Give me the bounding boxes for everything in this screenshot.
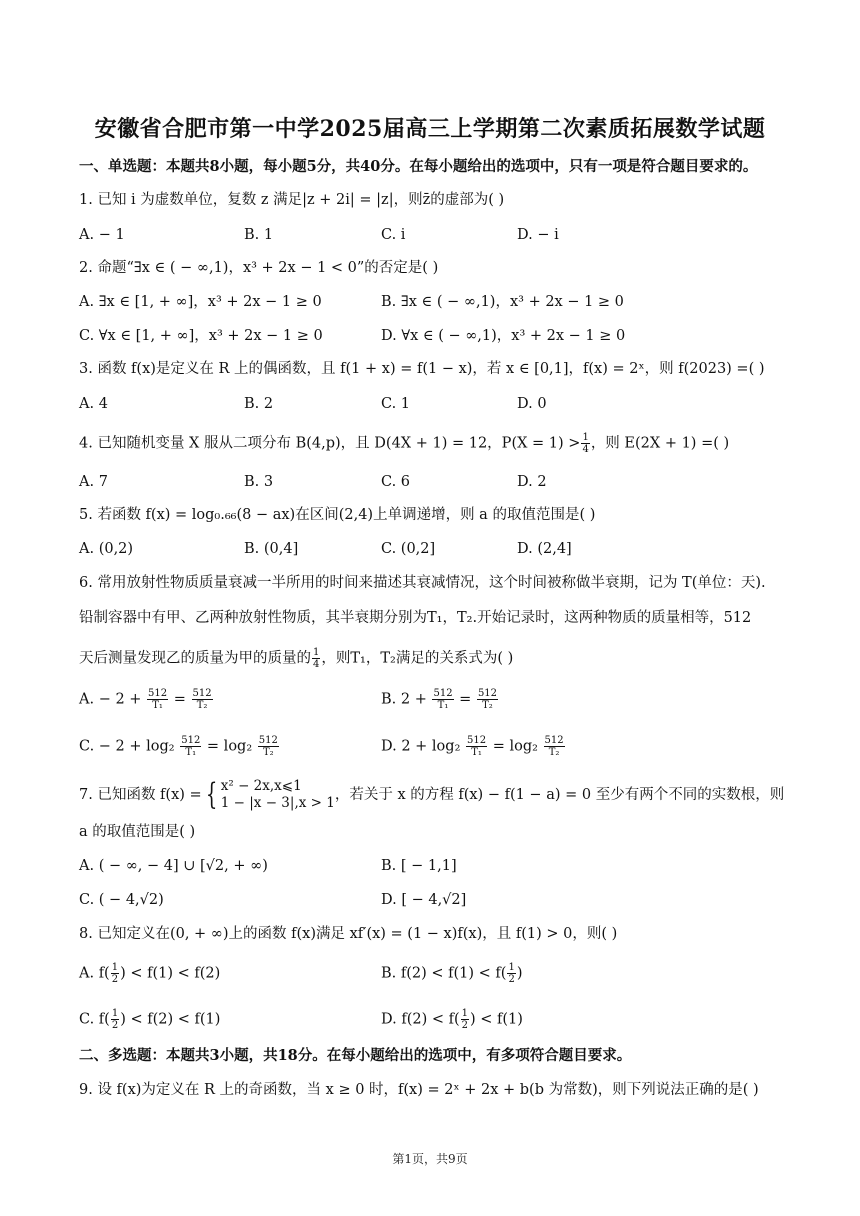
q6-option-a-prefix: A. − 2 + xyxy=(79,691,142,708)
q8-stem: 8. 已知定义在(0, + ∞)上的函数 f(x)满足 xf′(x) = (1 − x)f(x)，且 f(1) > 0，则( ) xyxy=(79,926,618,942)
q4-stem xyxy=(79,432,729,455)
q6-fraction-numerator: 1 xyxy=(313,647,320,658)
q6-option-a-frac2 xyxy=(192,688,213,711)
frac-denominator: T₁ xyxy=(185,747,197,758)
frac-numerator: 512 xyxy=(181,735,201,746)
q6-option-a xyxy=(79,688,214,711)
q3-option-b: B. 2 xyxy=(244,396,274,412)
frac-numerator: 1 xyxy=(461,1008,468,1019)
q7-piecewise-cases xyxy=(221,778,335,812)
frac-denominator: 2 xyxy=(111,974,119,985)
q2-stem: 2. 命题“∃x ∈ ( − ∞,1)，x³ + 2x − 1 < 0”的否定是( ) xyxy=(79,260,439,276)
frac-numerator: 512 xyxy=(148,688,168,699)
half-fraction xyxy=(111,962,119,985)
frac-numerator: 1 xyxy=(508,962,515,973)
frac-denominator: 2 xyxy=(508,974,515,985)
q3-option-d: D. 0 xyxy=(517,396,547,412)
equals-log-sign: = log₂ xyxy=(492,738,538,755)
q4-stem-part-a: 4. 已知随机变量 X 服从二项分布 B(4,p)，且 D(4X + 1) = 12，P(X = 1) > xyxy=(79,435,581,452)
frac-numerator: 512 xyxy=(258,735,278,746)
q7-case2: 1 − |x − 3|,x > 1 xyxy=(220,795,335,811)
q1-option-c: C. i xyxy=(381,227,406,243)
frac-numerator: 512 xyxy=(467,735,487,746)
q7-option-d: D. [ − 4,√2] xyxy=(381,892,467,908)
frac-numerator: 1 xyxy=(111,962,119,973)
q6-option-d-frac2 xyxy=(544,735,565,758)
q1-option-a: A. − 1 xyxy=(79,227,125,243)
frac-numerator: 512 xyxy=(192,688,212,699)
frac-numerator: 1 xyxy=(111,1008,119,1019)
q6-option-b xyxy=(381,688,499,711)
frac-denominator: 2 xyxy=(461,1020,468,1031)
q8-option-d xyxy=(381,1008,523,1031)
q5-option-b: B. (0,4] xyxy=(244,541,299,557)
equals-sign: = xyxy=(173,691,186,708)
half-fraction xyxy=(507,962,515,985)
exam-title: 安徽省合肥市第一中学2025届高三上学期第二次素质拓展数学试题 xyxy=(94,116,766,142)
q3-stem: 3. 函数 f(x)是定义在 R 上的偶函数，且 f(1 + x) = f(1 − x)，若 x ∈ [0,1]，f(x) = 2ˣ，则 f(2023) =( ) xyxy=(79,361,765,377)
q6-option-c-frac2 xyxy=(258,735,279,758)
q8-option-c xyxy=(79,1008,220,1031)
q7-option-c: C. ( − 4,√2) xyxy=(79,892,164,908)
q8-option-b-part-a: B. f(2) < f(1) < f( xyxy=(381,965,507,982)
q6-option-d-prefix: D. 2 + log₂ xyxy=(381,738,461,755)
q6-option-d xyxy=(381,735,566,758)
q1-option-d: D. − i xyxy=(517,227,559,243)
q4-option-a: A. 7 xyxy=(79,474,108,490)
q2-option-a: A. ∃x ∈ [1, + ∞]，x³ + 2x − 1 ≥ 0 xyxy=(79,294,322,310)
q6-option-c xyxy=(79,735,280,758)
q6-option-d-frac1 xyxy=(466,735,487,758)
frac-numerator: 512 xyxy=(477,688,498,699)
frac-denominator: T₁ xyxy=(152,700,163,711)
section-single-choice-header: 一、单选题：本题共8小题，每小题5分，共40分。在每小题给出的选项中，只有一项是符合题目要求的。 xyxy=(79,158,758,175)
q8-option-c-part-a: C. f( xyxy=(79,1011,110,1028)
q4-fraction-denominator: 4 xyxy=(582,444,589,455)
q4-option-d: D. 2 xyxy=(517,474,547,490)
q1-option-b: B. 1 xyxy=(244,227,274,243)
q8-option-b-part-b: ) xyxy=(516,965,523,982)
q5-option-a: A. (0,2) xyxy=(79,541,134,557)
q6-stem-line1: 6. 常用放射性物质质量衰减一半所用的时间来描述其衰减情况，这个时间被称做半衰期，记为 T(单位：天). xyxy=(79,575,766,591)
q6-fraction xyxy=(312,647,320,670)
equals-log-sign: = log₂ xyxy=(206,738,253,755)
page-footer: 第1页，共9页 xyxy=(392,1152,468,1166)
frac-denominator: T₁ xyxy=(437,700,449,711)
q8-option-a-part-a: A. f( xyxy=(79,965,110,982)
q4-fraction-numerator: 1 xyxy=(582,432,589,443)
q7-stem-line2: a 的取值范围是( ) xyxy=(79,824,196,840)
q8-option-b xyxy=(381,962,523,985)
frac-denominator: T₂ xyxy=(196,700,208,711)
q6-option-a-frac1 xyxy=(147,688,168,711)
q2-option-d: D. ∀x ∈ ( − ∞,1)，x³ + 2x − 1 ≥ 0 xyxy=(381,328,626,344)
q4-option-b: B. 3 xyxy=(244,474,274,490)
frac-numerator: 512 xyxy=(433,688,453,699)
frac-denominator: T₂ xyxy=(482,700,493,711)
q7-option-a: A. ( − ∞, − 4] ∪ [√2, + ∞) xyxy=(79,858,268,874)
q7-stem-part-b: ，若关于 x 的方程 f(x) − f(1 − a) = 0 至少有两个不同的实数根，则 xyxy=(334,787,785,803)
section-multi-choice-header: 二、多选题：本题共3小题，共18分。在每小题给出的选项中，有多项符合题目要求。 xyxy=(79,1047,632,1064)
q8-option-d-part-a: D. f(2) < f( xyxy=(381,1011,460,1028)
q6-option-b-frac2 xyxy=(477,688,498,711)
q7-stem-part-a: 7. 已知函数 f(x) = xyxy=(79,787,202,803)
q5-option-d: D. (2,4] xyxy=(517,541,572,557)
q6-line3-part-a: 天后测量发现乙的质量为甲的质量的 xyxy=(79,650,311,667)
q6-option-b-prefix: B. 2 + xyxy=(381,691,427,708)
q6-line3-part-b: ，则T₁，T₂满足的关系式为( ) xyxy=(321,650,514,667)
q5-option-c: C. (0,2] xyxy=(381,541,436,557)
q2-option-b: B. ∃x ∈ ( − ∞,1)，x³ + 2x − 1 ≥ 0 xyxy=(381,294,624,310)
equals-sign: = xyxy=(459,691,472,708)
half-fraction xyxy=(111,1008,119,1031)
q5-stem: 5. 若函数 f(x) = log₀.₆₆(8 − ax)在区间(2,4)上单调递增，则 a 的取值范围是( ) xyxy=(79,507,596,523)
q7-option-b: B. [ − 1,1] xyxy=(381,858,457,874)
q8-option-d-part-b: ) < f(1) xyxy=(470,1011,523,1028)
q3-option-a: A. 4 xyxy=(79,396,108,412)
q7-case1: x² − 2x,x⩽1 xyxy=(220,778,302,794)
q1-stem: 1. 已知 i 为虚数单位，复数 z 满足|z + 2i| = |z|，则z̄的虚部为( ) xyxy=(79,192,505,208)
q8-option-c-part-b: ) < f(2) < f(1) xyxy=(120,1011,221,1028)
q6-stem-line3 xyxy=(79,647,513,670)
q6-stem-line2: 铅制容器中有甲、乙两种放射性物质，其半衰期分别为T₁，T₂.开始记录时，这两种物质的质量相等，512 xyxy=(79,610,752,626)
q4-stem-part-b: ，则 E(2X + 1) =( ) xyxy=(590,435,730,452)
q6-option-c-frac1 xyxy=(180,735,201,758)
q6-option-b-frac1 xyxy=(432,688,453,711)
q6-option-c-prefix: C. − 2 + log₂ xyxy=(79,738,175,755)
left-brace-icon: { xyxy=(205,777,217,812)
q9-stem: 9. 设 f(x)为定义在 R 上的奇函数，当 x ≥ 0 时，f(x) = 2ˣ + 2x + b(b 为常数)，则下列说法正确的是( ) xyxy=(79,1082,759,1098)
frac-denominator: 2 xyxy=(111,1020,119,1031)
q8-option-a xyxy=(79,962,220,985)
frac-denominator: T₁ xyxy=(471,747,482,758)
q4-fraction xyxy=(581,432,589,455)
q6-fraction-denominator: 4 xyxy=(313,659,320,670)
half-fraction xyxy=(461,1008,469,1031)
frac-numerator: 512 xyxy=(544,735,564,746)
frac-denominator: T₂ xyxy=(262,747,274,758)
q7-stem xyxy=(79,778,784,812)
q4-option-c: C. 6 xyxy=(381,474,411,490)
frac-denominator: T₂ xyxy=(548,747,560,758)
q2-option-c: C. ∀x ∈ [1, + ∞]，x³ + 2x − 1 ≥ 0 xyxy=(79,328,323,344)
q8-option-a-part-b: ) < f(1) < f(2) xyxy=(120,965,221,982)
q3-option-c: C. 1 xyxy=(381,396,411,412)
